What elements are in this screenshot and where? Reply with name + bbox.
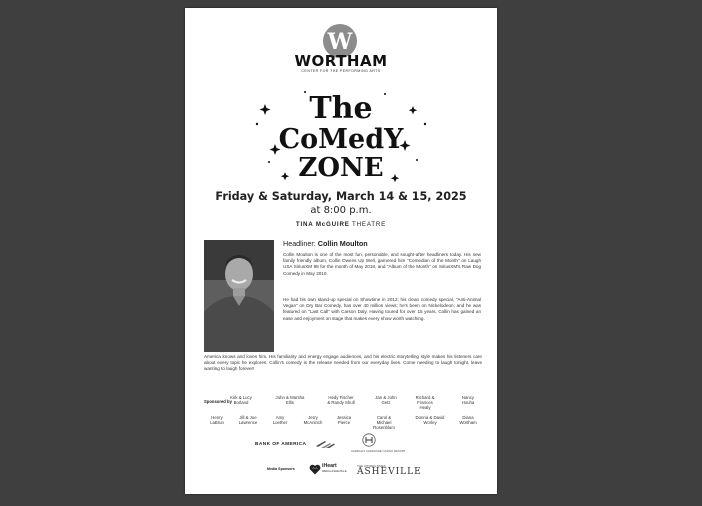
sponsor-item: Hedy Fischer & Randy Shull — [327, 395, 355, 406]
logo-letter: W — [327, 29, 353, 55]
sponsor-item: Carol & Michael Rosenblum — [373, 415, 395, 431]
sponsor-item: Nancy Houha — [461, 395, 475, 406]
event-flyer-page — [185, 8, 497, 494]
headliner-photo — [204, 240, 274, 352]
media-sponsors-label: Media Sponsors — [267, 467, 295, 471]
event-time: at 8:00 p.m. — [310, 205, 372, 216]
sponsor-item: Jill & Joe Lawrence — [238, 415, 258, 426]
sponsor-item: Kirk & Lucy Borland — [230, 395, 252, 406]
sponsor-item: Diana Wortham — [459, 415, 477, 426]
event-date: Friday & Saturday, March 14 & 15, 2025 — [215, 190, 467, 203]
sponsor-item: Jerry McAninch — [303, 415, 323, 426]
headliner-name: Collin Moulton — [317, 239, 368, 248]
venue-name-rest: THEATRE — [349, 221, 387, 228]
sponsor-item: Jessica Pierce — [336, 415, 352, 426]
headliner-heading — [283, 239, 368, 248]
sponsors-label: Sponsored by — [204, 399, 232, 404]
bio-paragraph-2: He had his own stand-up special on Showtime in 2012; his clean comedy special, "Anti-Animal Vegan" on Dry Bar Comedy, has over 40 million views; he's been on Nickelodeon; and he was featured on "Last Call" with Carson Daly. Having toured for over 15 years, Collin has gained an ease and enjoyment on stage that makes every show worth watching. — [283, 297, 481, 321]
sponsor-item: Donna & David Worley — [415, 415, 445, 426]
harrahs-logo-icon — [362, 433, 376, 447]
headliner-label: Headliner: — [283, 239, 318, 248]
citizen-times-label: THE CITIZEN-TIMES — [357, 464, 386, 468]
sponsor-item: John & Marsha Ellis — [275, 395, 305, 406]
sponsor-item: Amy Loether — [272, 415, 288, 426]
asheville-logo: ASHEVILLE — [357, 467, 422, 477]
iheart-logo-icon — [309, 464, 321, 475]
title-line-2: CoMedY — [278, 124, 404, 155]
sponsor-item: Richard & Frances Healy — [415, 395, 435, 411]
title-line-1: The — [309, 91, 373, 126]
brand-subtitle: CENTER FOR THE PERFORMING ARTS — [301, 69, 381, 73]
bank-of-america-logo: BANK OF AMERICA — [255, 442, 307, 447]
comedy-zone-title — [245, 84, 437, 184]
iheart-subtitle: MEDIA ASHEVILLE — [322, 469, 347, 473]
bio-paragraph-3: America knows and loves him. His familiarity and energy engage audiences, and his electric storytelling style makes his listeners care about every topic he explores. Collin's comedy is the release needed from our everyday lives. Come needing to laugh tonight, leave wanting to laugh forever! — [204, 354, 482, 372]
title-line-3: ZONE — [298, 153, 384, 183]
venue-name — [185, 221, 497, 228]
iheart-name: iHeart — [322, 463, 337, 469]
sponsor-item: Henry LaBrun — [210, 415, 224, 426]
bio-paragraph-1: Collin Moulton is one of the most fun, personable, and sought-after headliners today. His new family friendly album, Collin Owens Up Well, garnered him "Comedian of the Month" on Laugh USA SiriusXM 98 for the month of May 2018, and "Album of the Month" on SiriusXM's Raw Dog Comedy in May 2010. — [283, 252, 481, 276]
venue-name-bold: TINA McGUIRE — [295, 221, 350, 228]
brand-name: WORTHAM — [294, 52, 388, 70]
sponsor-item: Jan & John Getz — [375, 395, 397, 406]
bank-flag-icon — [316, 441, 336, 448]
harrahs-name: HARRAH'S CHEROKEE CASINO RESORT — [351, 449, 406, 453]
